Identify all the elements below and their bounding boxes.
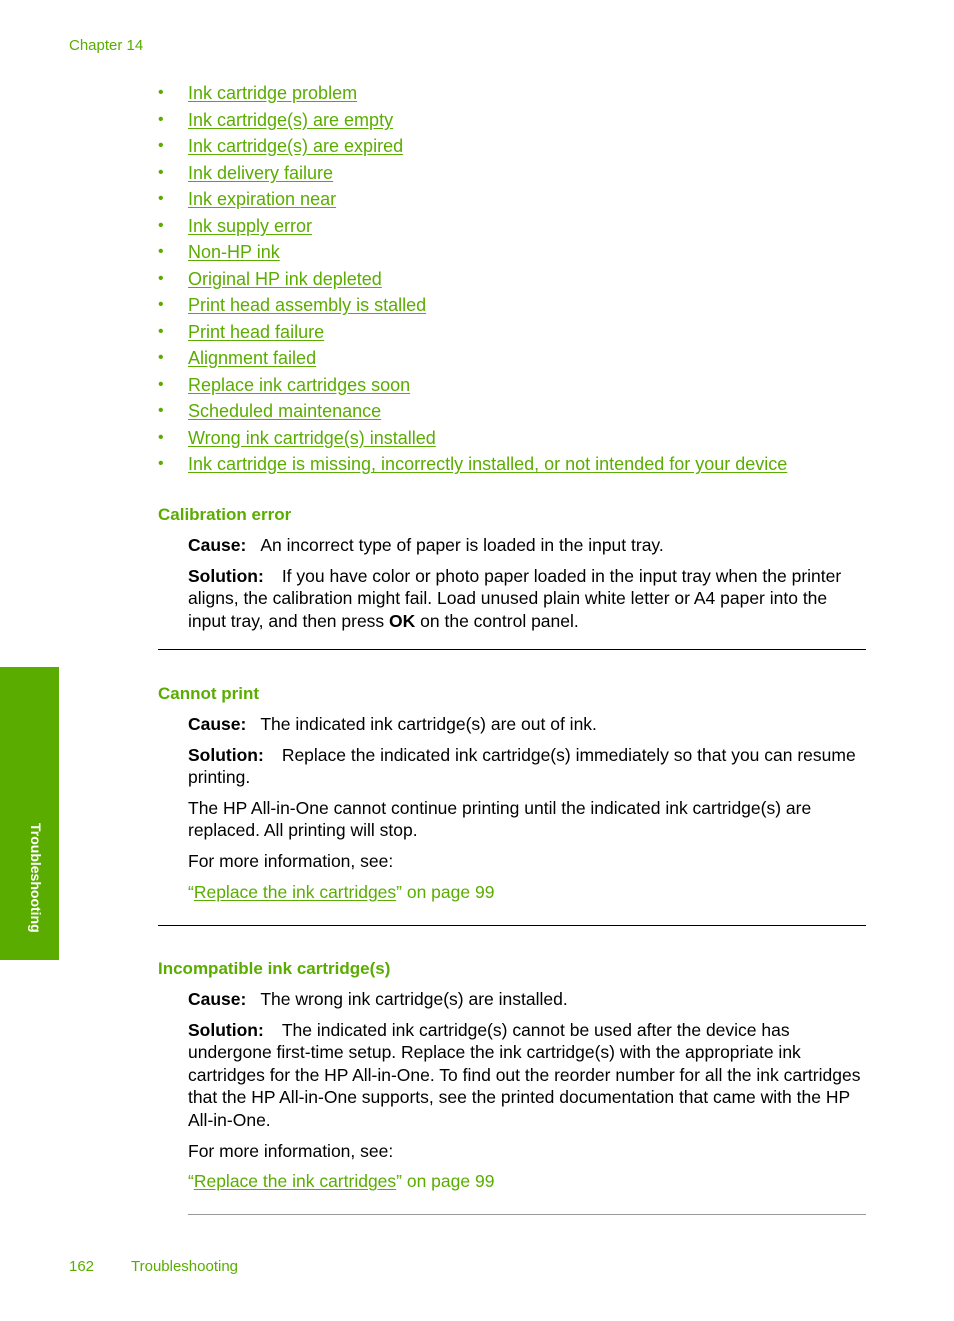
- end-divider: [188, 1214, 866, 1215]
- cause-label: Cause:: [188, 714, 247, 734]
- page-reference: ” on page 99: [396, 1171, 495, 1192]
- list-item: [158, 345, 787, 372]
- list-item: [158, 451, 787, 478]
- bullet-icon: •: [158, 269, 164, 287]
- quote-open: “: [188, 881, 194, 902]
- link-alignment-failed[interactable]: Alignment failed: [188, 348, 317, 368]
- link-wrong-ink-cartridges-installed[interactable]: Wrong ink cartridge(s) installed: [188, 427, 436, 448]
- more-info-text: For more information, see:: [188, 1140, 394, 1161]
- list-item: [158, 319, 787, 346]
- link-ink-cartridge-problem[interactable]: Ink cartridge problem: [188, 83, 358, 103]
- ok-key-text: OK: [389, 610, 416, 631]
- solution-text-end: on the control panel.: [415, 610, 579, 631]
- bullet-icon: •: [158, 243, 164, 260]
- link-ink-cartridges-empty[interactable]: Ink cartridge(s) are empty: [188, 109, 394, 130]
- list-item: [158, 239, 787, 266]
- solution-paragraph: [188, 744, 866, 789]
- section-divider: [158, 649, 866, 650]
- bullet-icon: •: [158, 349, 164, 366]
- list-item: [158, 372, 787, 399]
- replace-cartridges-link[interactable]: Replace the ink cartridges: [193, 881, 397, 902]
- page-number: 162: [69, 1258, 95, 1275]
- bullet-icon: •: [158, 455, 164, 472]
- section-divider: [158, 925, 866, 926]
- bullet-icon: •: [158, 190, 164, 207]
- section-title: Calibration error: [158, 505, 292, 524]
- solution-label: Solution:: [188, 565, 264, 586]
- body-paragraph: The HP All-in-One cannot continue printing until the indicated ink cartridge(s) are replaced. All printing will stop.: [188, 797, 812, 841]
- cause-text: An incorrect type of paper is loaded in the input tray.: [260, 535, 664, 555]
- cause-label: Cause:: [188, 535, 247, 555]
- footer-section-name: Troubleshooting: [131, 1258, 239, 1275]
- list-item: [158, 107, 787, 134]
- link-ink-expiration-near[interactable]: Ink expiration near: [188, 189, 337, 209]
- bullet-icon: •: [158, 428, 164, 446]
- cause-text: The wrong ink cartridge(s) are installed.: [260, 989, 568, 1009]
- bullet-icon: •: [158, 296, 164, 313]
- list-item: [158, 398, 787, 425]
- list-item: [158, 186, 787, 213]
- list-item: [158, 292, 787, 319]
- section-title: Incompatible ink cartridge(s): [158, 959, 391, 978]
- cause-text: The indicated ink cartridge(s) are out of ink.: [260, 714, 597, 734]
- link-print-head-failure[interactable]: Print head failure: [188, 321, 325, 342]
- chapter-header: Chapter 14: [69, 37, 144, 54]
- solution-paragraph: [188, 565, 866, 633]
- bullet-icon: •: [158, 84, 164, 101]
- link-original-hp-ink-depleted[interactable]: Original HP ink depleted: [188, 268, 382, 289]
- list-item: [158, 266, 787, 293]
- link-replace-ink-cartridges-soon[interactable]: Replace ink cartridges soon: [188, 374, 411, 395]
- link-scheduled-maintenance[interactable]: Scheduled maintenance: [188, 401, 382, 421]
- list-item: [158, 80, 787, 107]
- cause-paragraph: [188, 988, 866, 1011]
- bullet-icon: •: [158, 322, 164, 340]
- section-title: Cannot print: [158, 684, 260, 703]
- solution-label: Solution:: [188, 744, 264, 765]
- list-item: [158, 160, 787, 187]
- cause-label: Cause:: [188, 989, 247, 1009]
- replace-cartridges-link[interactable]: Replace the ink cartridges: [193, 1171, 397, 1192]
- bullet-icon: •: [158, 163, 164, 181]
- bullet-icon: •: [158, 402, 164, 419]
- more-info-text: For more information, see:: [188, 850, 394, 871]
- bullet-icon: •: [158, 216, 164, 234]
- bullet-icon: •: [158, 375, 164, 393]
- link-ink-cartridges-expired[interactable]: Ink cartridge(s) are expired: [188, 136, 404, 156]
- solution-text: If you have color or photo paper loaded in the input tray when the printer aligns, the calibration might fail. Load unused plain white letter or A4 paper into the input tray, and then press: [188, 565, 842, 631]
- link-ink-delivery-failure[interactable]: Ink delivery failure: [188, 162, 334, 183]
- cause-paragraph: [188, 534, 866, 557]
- list-item: [158, 213, 787, 240]
- link-ink-supply-error[interactable]: Ink supply error: [188, 215, 313, 236]
- bullet-icon: •: [158, 110, 164, 128]
- side-tab-label: Troubleshooting: [28, 823, 44, 933]
- section-incompatible-cartridges: [158, 957, 866, 1193]
- page-reference: ” on page 99: [396, 881, 495, 902]
- section-calibration-error: [158, 503, 866, 632]
- cross-reference: [188, 881, 866, 904]
- solution-text: The indicated ink cartridge(s) cannot be used after the device has undergone first-time setup. Replace the ink cartridge(s) with the appropriate ink cartridges for the HP All-in-One. To find out the reorder number for all the ink cartridges that the HP All-in-One supports, see the printed documentation that came with the HP All-in-One.: [188, 1019, 861, 1130]
- solution-text: Replace the indicated ink cartridge(s) immediately so that you can resume printing.: [188, 744, 856, 788]
- link-ink-cartridge-missing[interactable]: Ink cartridge is missing, incorrectly installed, or not intended for your device: [188, 454, 788, 474]
- solution-label: Solution:: [188, 1019, 264, 1040]
- bullet-icon: •: [158, 137, 164, 154]
- quote-open: “: [188, 1171, 194, 1192]
- section-cannot-print: [158, 682, 866, 903]
- list-item: [158, 425, 787, 452]
- solution-paragraph: [188, 1019, 866, 1132]
- link-list: [158, 80, 787, 478]
- link-print-head-assembly-stalled[interactable]: Print head assembly is stalled: [188, 295, 427, 315]
- cause-paragraph: [188, 713, 866, 736]
- list-item: [158, 133, 787, 160]
- cross-reference: [188, 1170, 866, 1193]
- link-non-hp-ink[interactable]: Non-HP ink: [188, 242, 280, 262]
